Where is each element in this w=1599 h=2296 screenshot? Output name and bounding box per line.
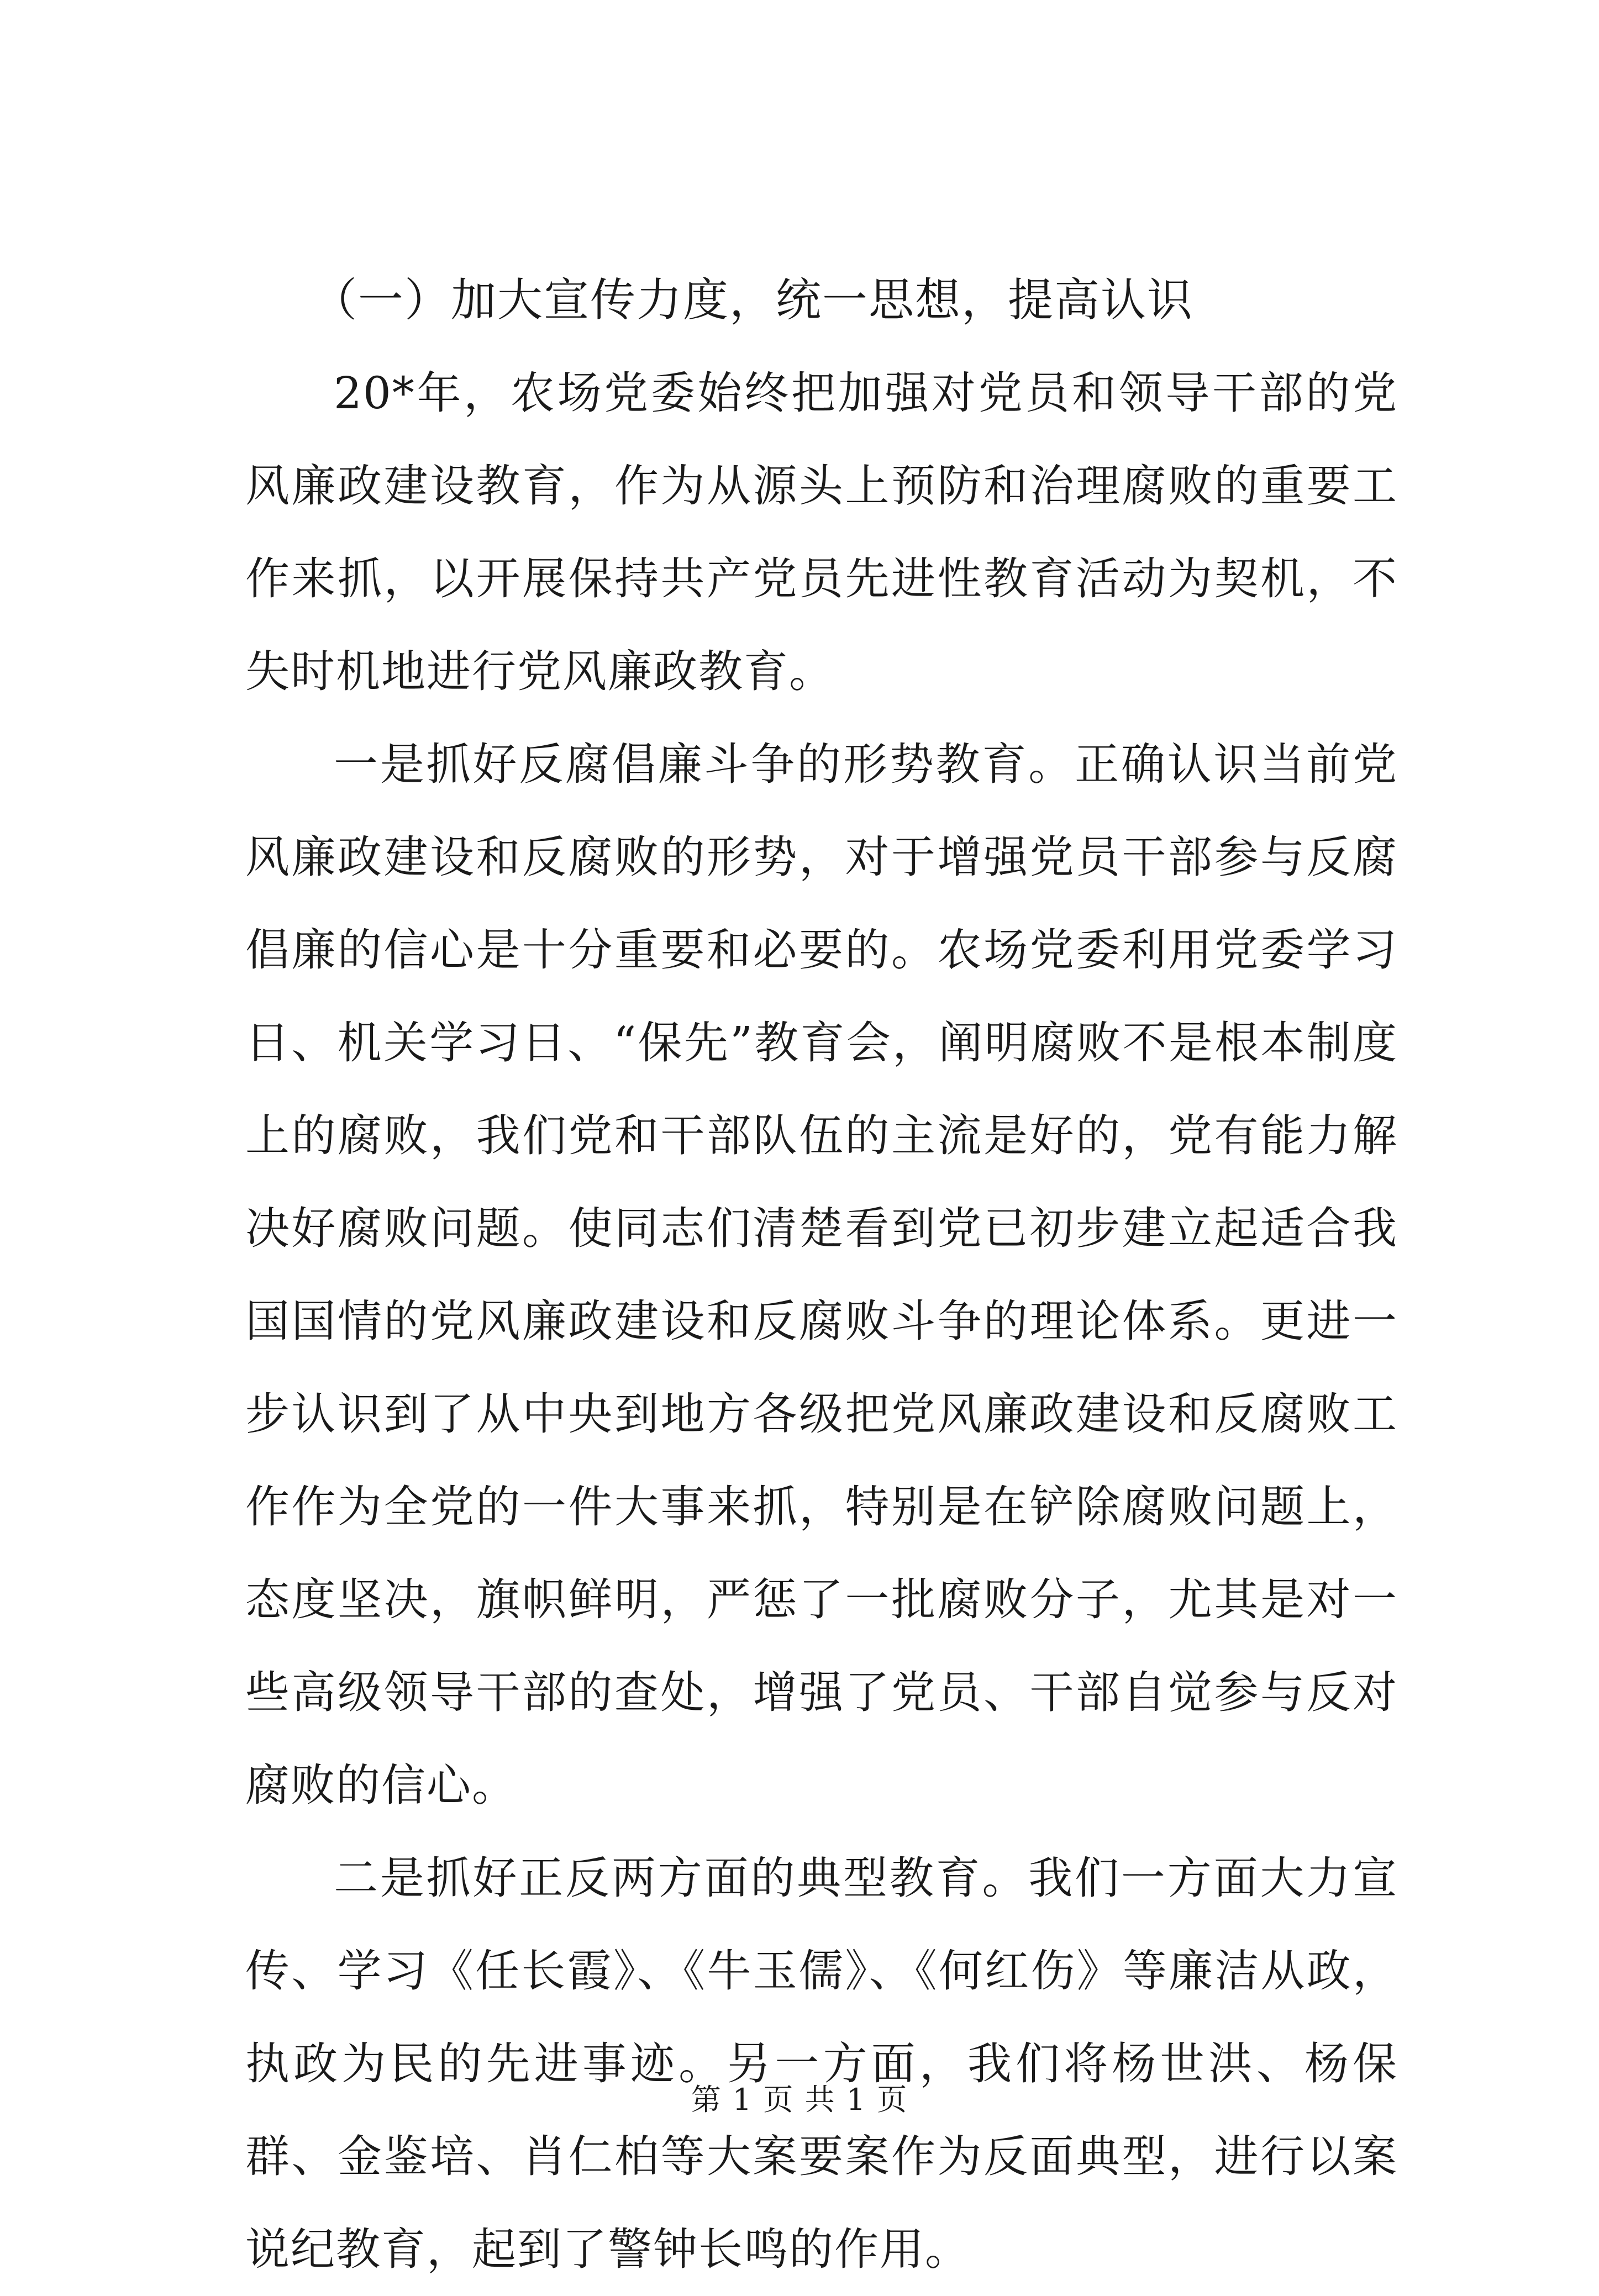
paragraph-typical-education: 二是抓好正反两方面的典型教育。我们一方面大力宣传、学习《任长霞》、《牛玉儒》、《何红伤》等廉洁从政，执政为民的先进事迹。另一方面，我们将杨世洪、杨保群、金鉴培、肖仁柏等大案要案作为反面典型，进行以案说纪教育，起到了警钟长鸣的作用。 [245, 1852, 1398, 2275]
paragraph-intro: 20*年，农场党委始终把加强对党员和领导干部的党风廉政建设教育，作为从源头上预防和治理腐败的重要工作来抓，以开展保持共产党员先进性教育活动为契机，不失时机地进行党风廉政教育。 [245, 367, 1398, 697]
paragraph-situation-education: 一是抓好反腐倡廉斗争的形势教育。正确认识当前党风廉政建设和反腐败的形势，对于增强党员干部参与反腐倡廉的信心是十分重要和必要的。农场党委利用党委学习日、机关学习日、“保先”教育会，阐明腐败不是根本制度上的腐败，我们党和干部队伍的主流是好的，党有能力解决好腐败问题。使同志们清楚看到党已初步建立起适合我国国情的党风廉政建设和反腐败斗争的理论体系。更进一步认识到了从中央到地方各级把党风廉政建设和反腐败工作作为全党的一件大事来抓，特别是在铲除腐败问题上，态度坚决，旗帜鲜明，严惩了一批腐败分子，尤其是对一些高级领导干部的查处，增强了党员、干部自觉参与反对腐败的信心。 [245, 739, 1398, 1811]
document-body [245, 254, 1398, 2296]
page-footer: 第 1 页 共 1 页 [691, 2082, 908, 2117]
section-heading: （一）加大宣传力度，统一思想，提高认识 [312, 274, 1194, 327]
